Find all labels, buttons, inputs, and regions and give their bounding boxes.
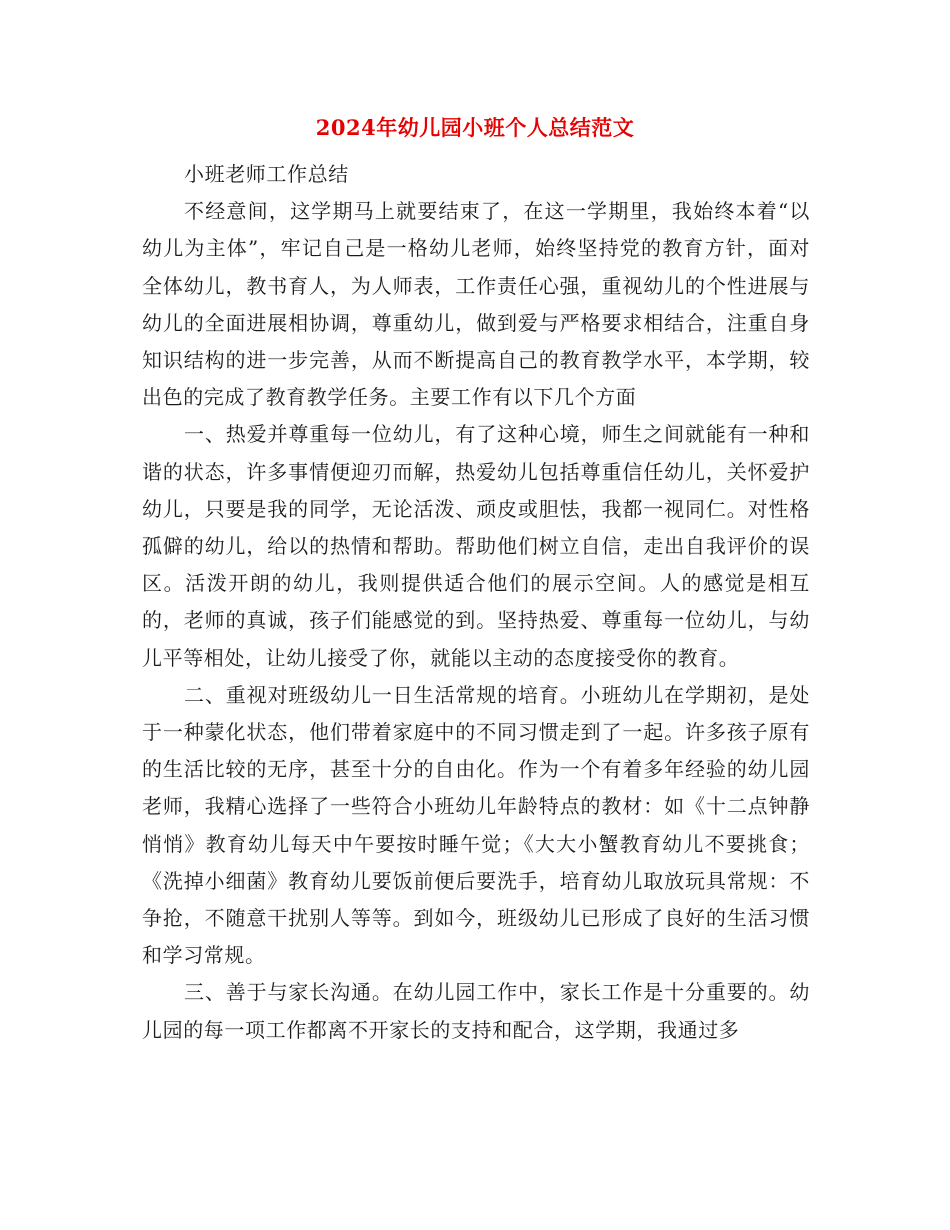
paragraph-point-one: 一、热爱并尊重每一位幼儿，有了这种心境，师生之间就能有一种和谐的状态，许多事情便迎刃而解，热爱幼儿包括尊重信任幼儿，关怀爱护幼儿，只要是我的同学，无论活泼、顽皮或胆怯，我都一视同仁。对性格孤僻的幼儿，给以的热情和帮助。帮助他们树立自信，走出自我评价的误区。活泼开朗的幼儿，我则提供适合他们的展示空间。人的感觉是相互的，老师的真诚，孩子们能感觉的到。坚持热爱、尊重每一位幼儿，与幼儿平等相处，让幼儿接受了你，就能以主动的态度接受你的教育。 xyxy=(142,422,810,670)
paragraph-point-three: 三、善于与家长沟通。在幼儿园工作中，家长工作是十分重要的。幼儿园的每一项工作都离不开家长的支持和配合，这学期，我通过多 xyxy=(142,980,810,1042)
paragraph-subtitle: 小班老师工作总结 xyxy=(184,162,349,186)
paragraph-intro: 不经意间，这学期马上就要结束了，在这一学期里，我始终本着“以幼儿为主体”，牢记自己是一格幼儿老师，始终坚持党的教育方针，面对全体幼儿，教书育人，为人师表，工作责任心强，重视幼儿的个性进展与幼儿的全面进展相协调，尊重幼儿，做到爱与严格要求相结合，注重自身知识结构的进一步完善，从而不断提高自己的教育教学水平，本学期，较出色的完成了教育教学任务。主要工作有以下几个方面 xyxy=(142,199,810,410)
document-title: 2024年幼儿园小班个人总结范文 xyxy=(315,115,635,140)
document-body xyxy=(142,156,810,1049)
paragraph-point-two: 二、重视对班级幼儿一日生活常规的培育。小班幼儿在学期初，是处于一种蒙化状态，他们带着家庭中的不同习惯走到了一起。许多孩子原有的生活比较的无序，甚至十分的自由化。作为一个有着多年经验的幼儿园老师，我精心选择了一些符合小班幼儿年龄特点的教材：如《十二点钟静悄悄》教育幼儿每天中午要按时睡午觉；《大大小蟹教育幼儿不要挑食；《洗掉小细菌》教育幼儿要饭前便后要洗手，培育幼儿取放玩具常规：不争抢，不随意干扰别人等等。到如今，班级幼儿已形成了良好的生活习惯和学习常规。 xyxy=(142,682,810,968)
